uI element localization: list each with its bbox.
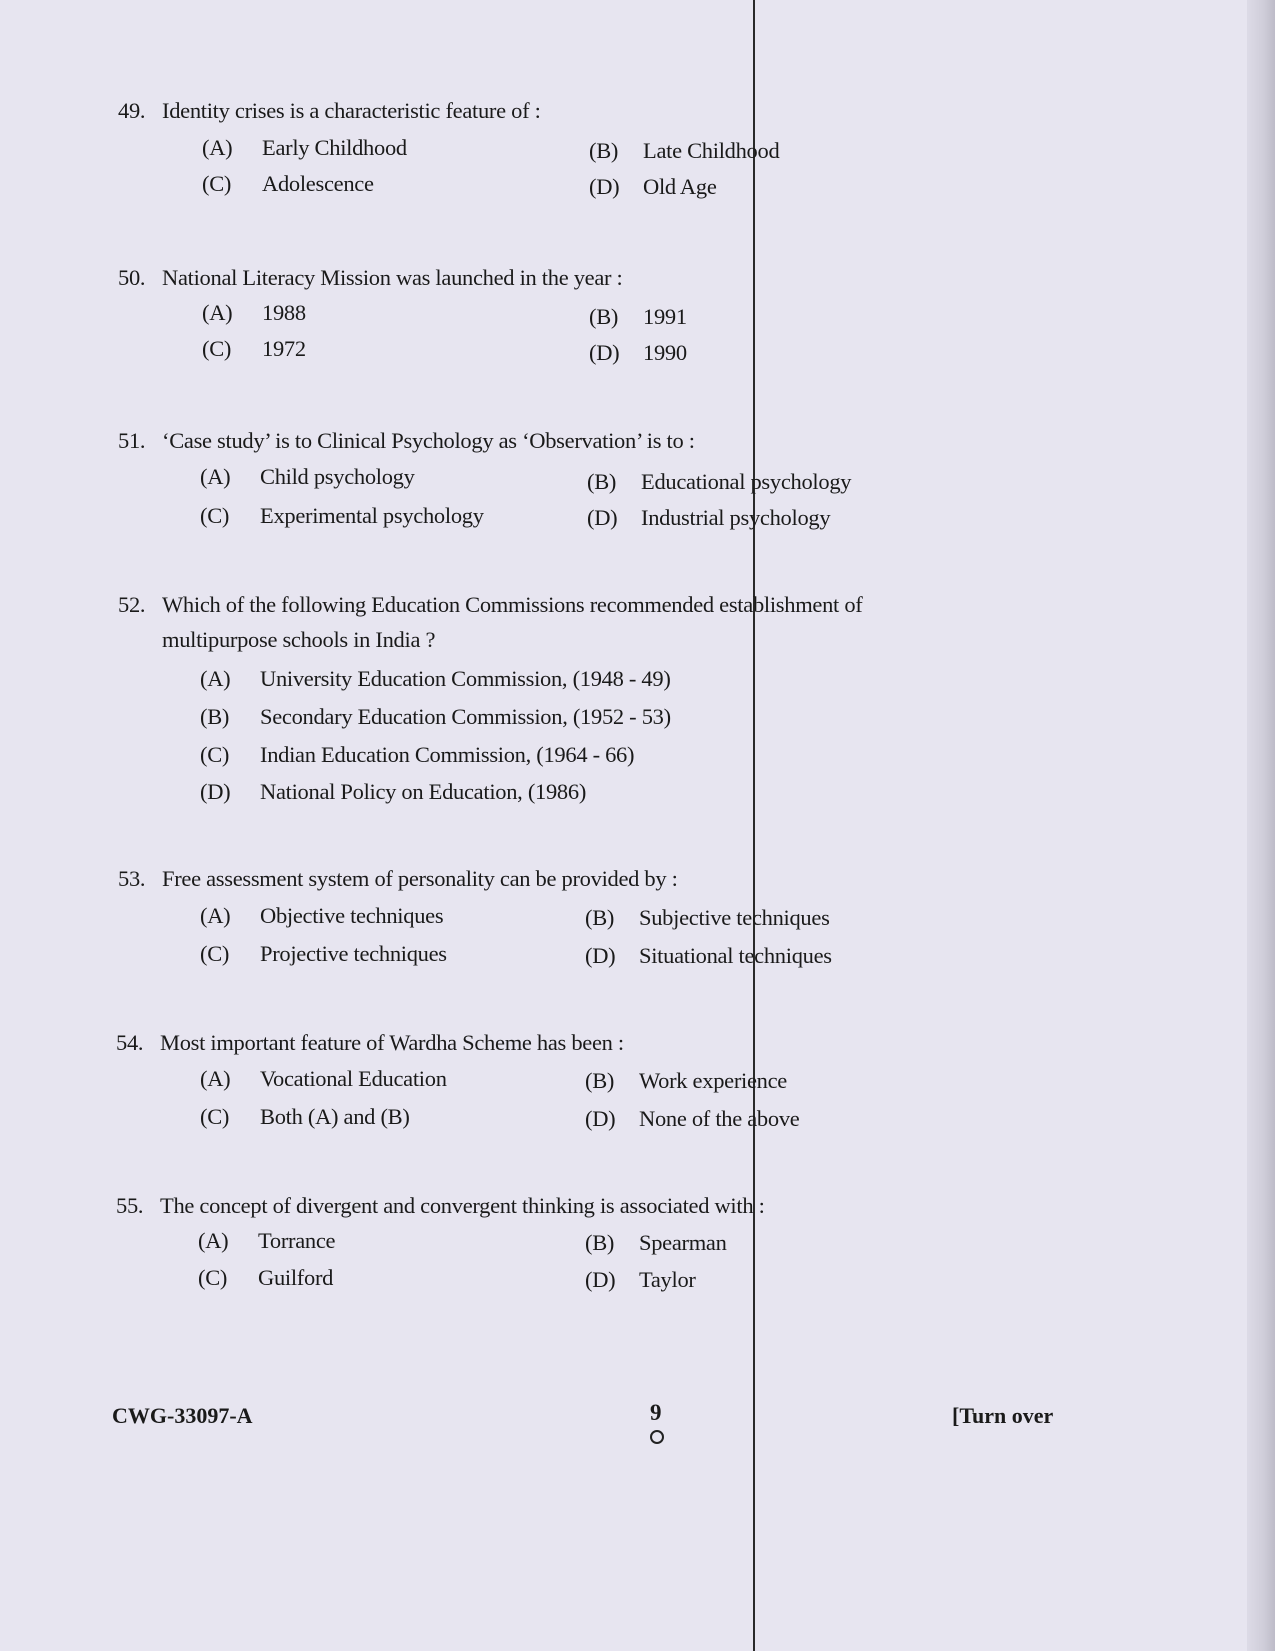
option-c: (C) Experimental psychology [200,503,484,528]
option-b: (B) Subjective techniques [585,905,830,930]
question-stem-continued: multipurpose schools in India ? [162,627,436,652]
option-c: (C) Both (A) and (B) [200,1104,410,1129]
page-number: 9 [650,1400,662,1425]
option-d: (D) Situational techniques [585,943,832,968]
question-stem: 49. Identity crises is a characteristic feature of : [118,98,541,123]
option-b: (B) Work experience [585,1068,787,1093]
option-c: (C) 1972 [202,336,306,361]
option-c: (C) Guilford [198,1265,334,1290]
option-b: (B) Secondary Education Commission, (1952 - 53) [200,704,671,729]
option-b: (B) Late Childhood [589,138,780,163]
option-a: (A) Child psychology [200,464,415,489]
option-c: (C) Projective techniques [200,941,447,966]
question-stem: 51. ‘Case study’ is to Clinical Psychology as ‘Observation’ is to : [118,428,695,453]
option-b: (B) 1991 [589,304,687,329]
option-b: (B) Educational psychology [587,469,852,494]
circle-mark-icon [650,1430,664,1444]
show-through-text [760,95,1200,275]
question-stem: 50. National Literacy Mission was launched in the year : [118,265,623,290]
option-a: (A) Early Childhood [202,135,407,160]
option-d: (D) Taylor [585,1267,696,1292]
option-c: (C) Indian Education Commission, (1964 - 66) [200,742,635,767]
option-a: (A) Torrance [198,1228,336,1253]
option-d: (D) Industrial psychology [587,505,831,530]
turn-over-label: [Turn over [952,1403,1054,1428]
option-a: (A) 1988 [202,300,306,325]
option-a: (A) Objective techniques [200,903,444,928]
option-c: (C) Adolescence [202,171,374,196]
paper-code: CWG-33097-A [112,1403,253,1428]
option-b: (B) Spearman [585,1230,727,1255]
question-stem: 55. The concept of divergent and convergent thinking is associated with : [116,1193,765,1218]
option-a: (A) Vocational Education [200,1066,447,1091]
page-edge-shadow [1247,0,1275,1651]
option-a: (A) University Education Commission, (1948 - 49) [200,666,671,691]
option-d: (D) Old Age [589,174,717,199]
option-d: (D) National Policy on Education, (1986) [200,779,587,804]
option-d: (D) 1990 [589,340,687,365]
question-stem: 54. Most important feature of Wardha Scheme has been : [116,1030,624,1055]
page-fold-line [753,0,755,1651]
question-stem: 52. Which of the following Education Commissions recommended establishment of [118,592,863,617]
question-stem: 53. Free assessment system of personality can be provided by : [118,866,678,891]
option-d: (D) None of the above [585,1106,800,1131]
